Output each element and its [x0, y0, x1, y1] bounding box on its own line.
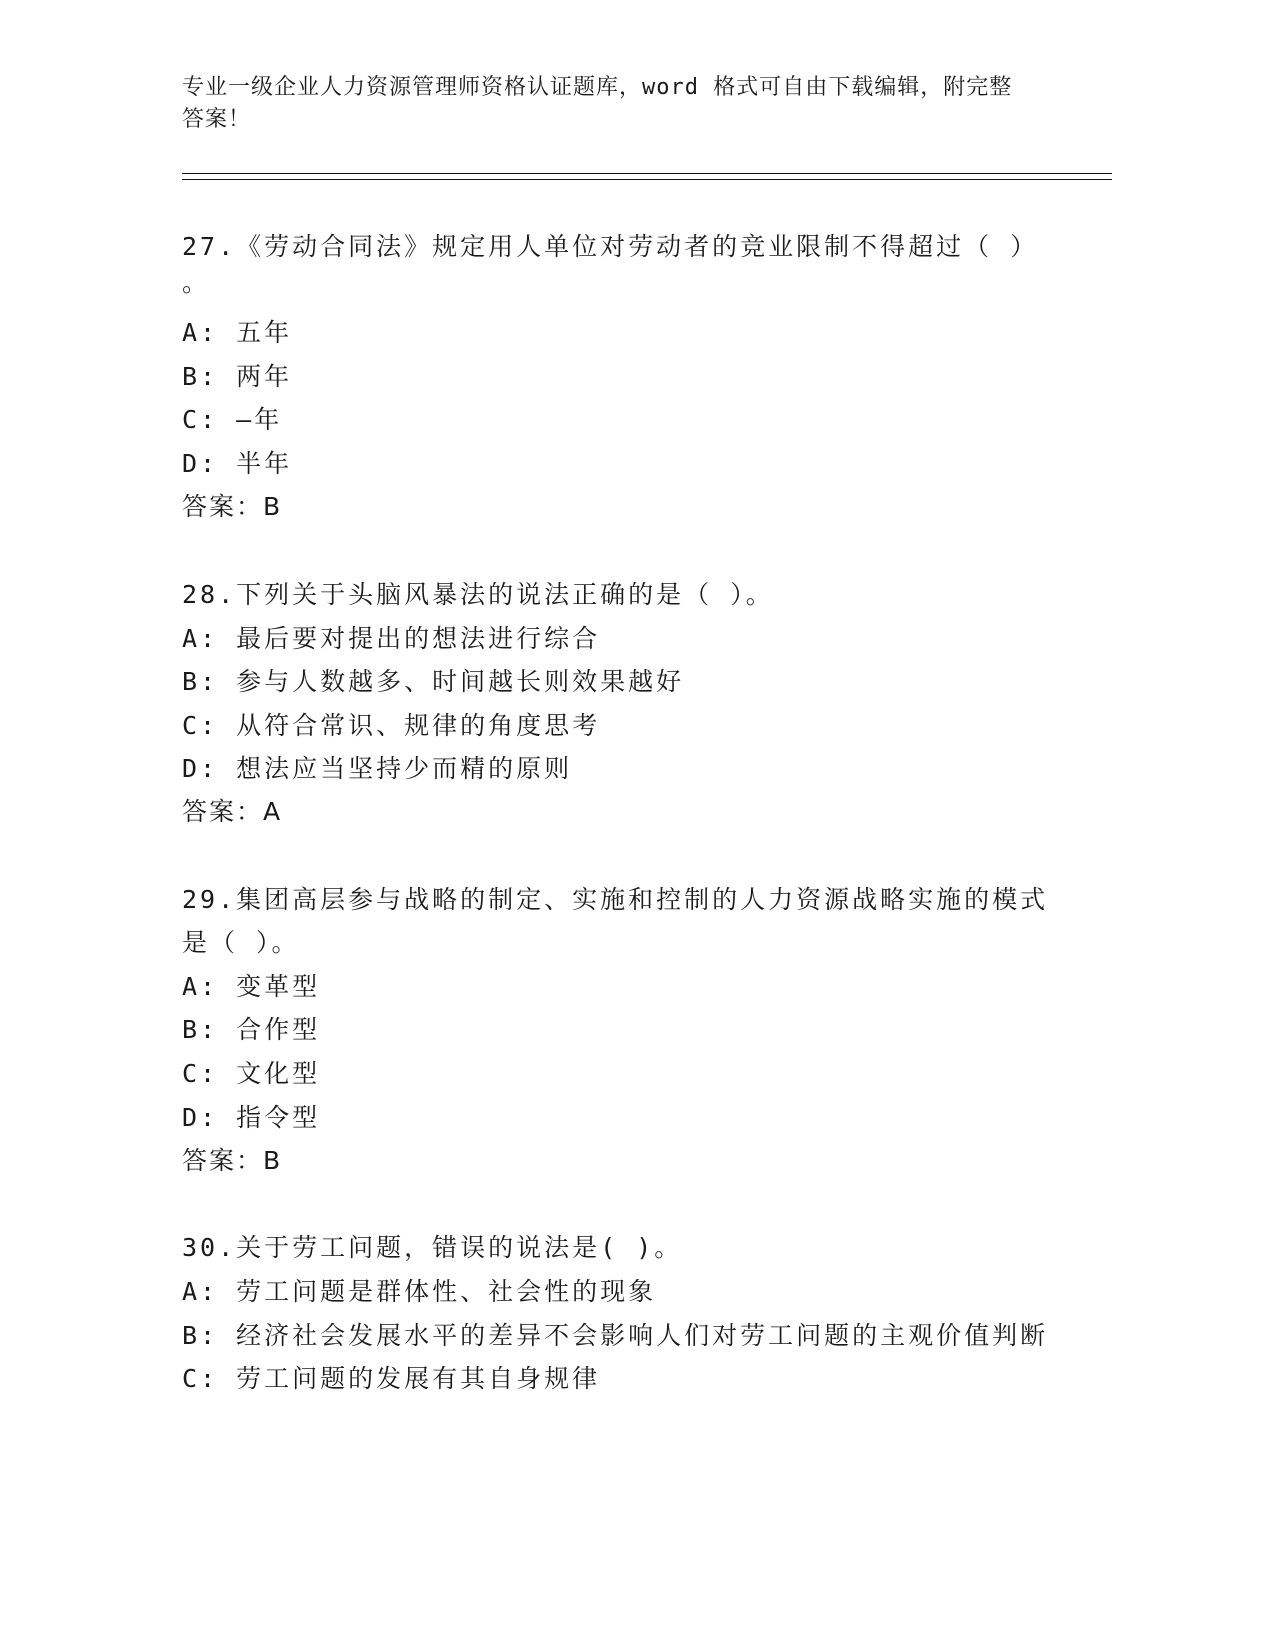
- header-line-1: 专业一级企业人力资源管理师资格认证题库，word 格式可自由下载编辑，附完整: [182, 75, 1013, 100]
- option-b: B: 合作型: [182, 1015, 321, 1044]
- option-d: D: 想法应当坚持少而精的原则: [182, 754, 573, 783]
- question-stem: 28.下列关于头脑风暴法的说法正确的是（ ）。: [182, 580, 774, 609]
- option-a: A: 最后要对提出的想法进行综合: [182, 624, 601, 653]
- header-divider-top: [182, 173, 1112, 174]
- option-a: A: 五年: [182, 318, 293, 347]
- document-header: [182, 72, 1062, 136]
- question-stem-continued: 是（ ）。: [182, 928, 300, 957]
- question-stem: 27.《劳动合同法》规定用人单位对劳动者的竞业限制不得超过（ ）: [182, 232, 1039, 261]
- header-divider-bottom: [182, 179, 1112, 180]
- answer-label: 答案：B: [182, 1146, 283, 1175]
- answer-label: 答案：B: [182, 492, 283, 521]
- option-b: B: 两年: [182, 362, 293, 391]
- option-c: C: 劳工问题的发展有其自身规律: [182, 1364, 601, 1393]
- option-a: A: 变革型: [182, 972, 321, 1001]
- option-c: C: 从符合常识、规律的角度思考: [182, 711, 601, 740]
- question-27: [182, 232, 1082, 521]
- option-c: C: —年: [182, 405, 283, 434]
- option-a: A: 劳工问题是群体性、社会性的现象: [182, 1277, 657, 1306]
- header-line-2: 答案！: [182, 107, 252, 132]
- question-stem: 29.集团高层参与战略的制定、实施和控制的人力资源战略实施的模式: [182, 885, 1049, 914]
- option-b: B: 参与人数越多、时间越长则效果越好: [182, 667, 685, 696]
- option-d: D: 指令型: [182, 1103, 321, 1132]
- option-d: D: 半年: [182, 449, 293, 478]
- option-c: C: 文化型: [182, 1059, 321, 1088]
- option-b: B: 经济社会发展水平的差异不会影响人们对劳工问题的主观价值判断: [182, 1321, 1049, 1350]
- question-stem-continued: 。: [182, 268, 211, 297]
- answer-label: 答案：A: [182, 797, 283, 826]
- question-stem: 30.关于劳工问题，错误的说法是( )。: [182, 1233, 683, 1262]
